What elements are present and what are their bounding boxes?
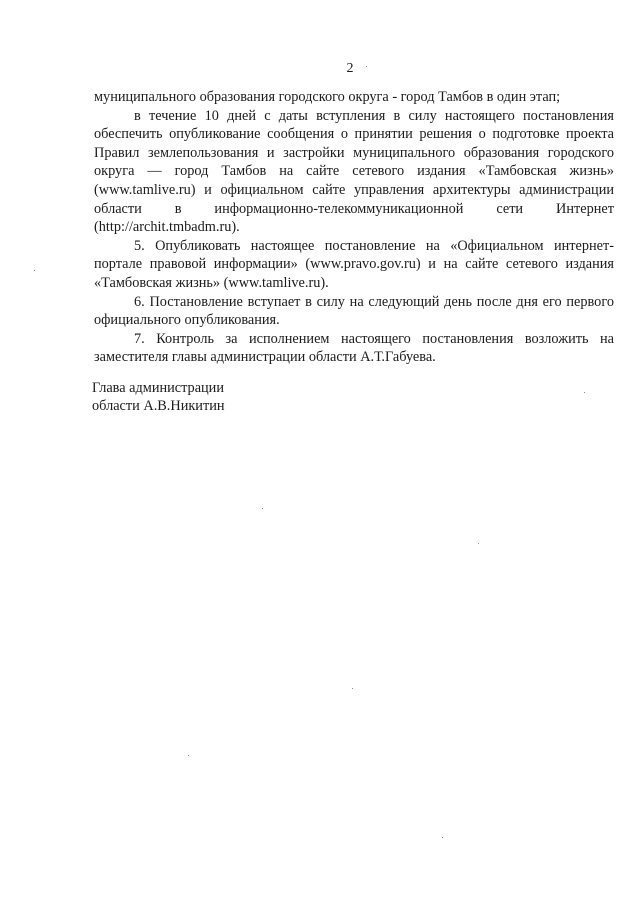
scan-speck: [188, 755, 189, 756]
paragraph-continuation: муниципального образования городского округа - город Тамбов в один этап;: [94, 89, 561, 105]
signature-name: области А.В.Никитин: [92, 398, 225, 414]
signature-title: Глава администрации: [92, 380, 224, 396]
paragraph-item-6: 6. Постановление вступает в силу на следующий день после дня его первого официального опубликования.: [94, 293, 614, 329]
scan-speck: [34, 270, 35, 271]
scan-speck: [584, 392, 585, 393]
paragraph-item-5: 5. Опубликовать настоящее постановление на «Официальном интернет-портале правовой информации» (www.pravo.gov.ru) и на сайте сетевого издания «Тамбовская жизнь» (www.tamlive.ru).: [94, 237, 614, 291]
page-number: 2: [346, 61, 354, 76]
scan-speck: [442, 837, 443, 838]
paragraph-item-7: 7. Контроль за исполнением настоящего постановления возложить на заместителя главы администрации области А.Т.Габуева.: [94, 330, 614, 366]
document-body: [94, 88, 614, 367]
paragraph-publication-notice: в течение 10 дней с даты вступления в силу настоящего постановления обеспечить опубликование сообщения о принятии решения о подготовке проекта Правил землепользования и застройки муниципального образования городского округа — город Тамбов на сайте сетевого издания «Тамбовская жизнь» (www.tamlive.ru) и официальном сайте управления архитектуры администрации области в информационно-телекоммуникационной сети Интернет (http://archit.tmbadm.ru).: [94, 107, 614, 236]
scan-speck: [262, 508, 263, 509]
signature-block: [92, 379, 225, 415]
scan-speck: [366, 66, 367, 67]
scan-speck: [478, 543, 479, 544]
scan-speck: [352, 688, 353, 689]
